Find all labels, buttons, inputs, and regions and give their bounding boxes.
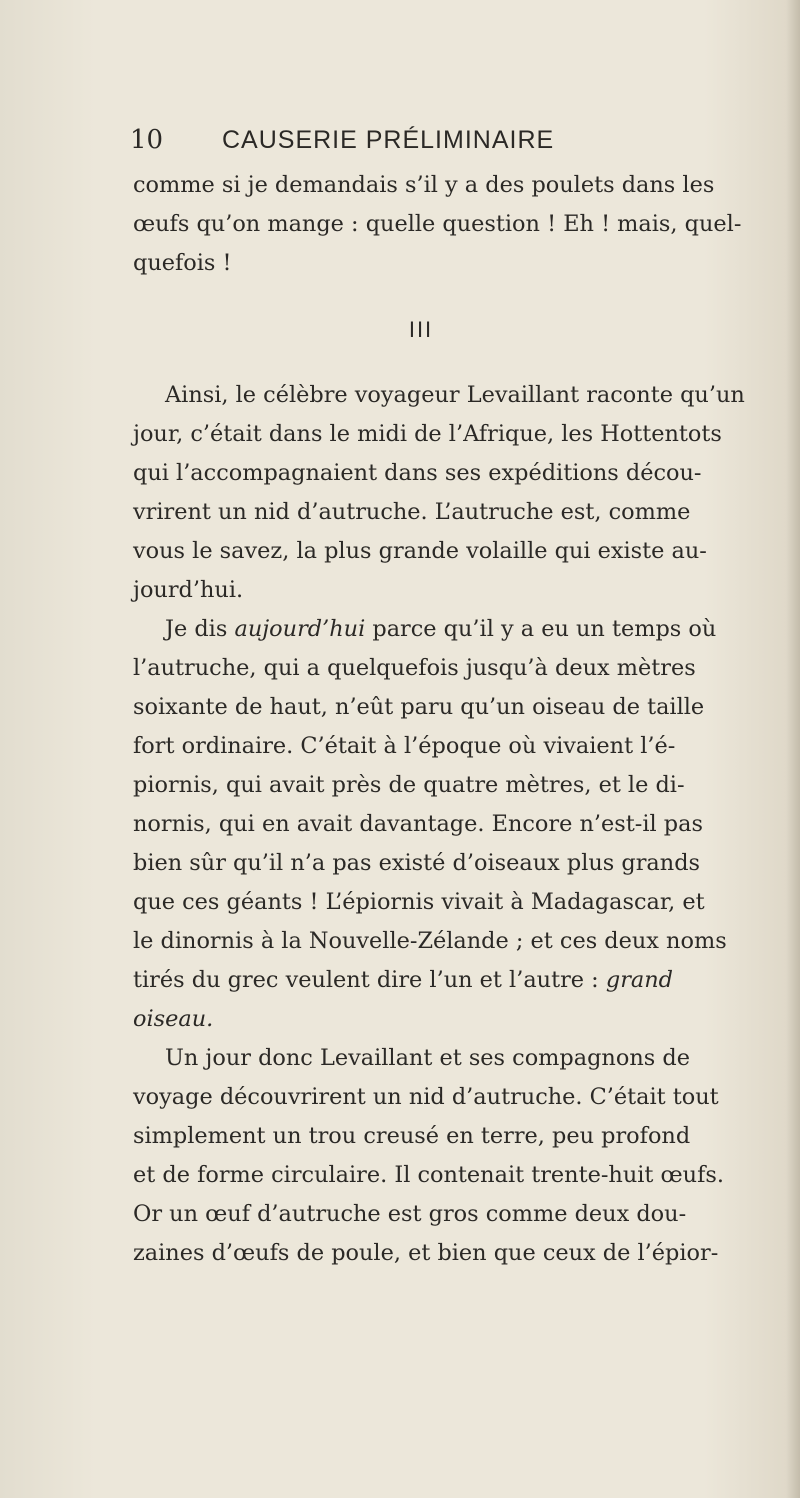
text-line: quefois ! [133, 250, 232, 276]
text-line: bien sûr qu’il n’a pas existé d’oiseaux plus grands [133, 850, 701, 876]
text-line: jour, c’était dans le midi de l’Afrique, les Hottentots [133, 421, 722, 447]
text-fragment: tirés du grec veulent dire l’un et l’autre : [133, 967, 599, 993]
text-line: l’autruche, qui a quelquefois jusqu’à deux mètres [133, 655, 696, 681]
text-line: jourd’hui. [133, 577, 244, 603]
text-fragment: parce qu’il y a eu un temps où [372, 616, 717, 642]
text-fragment: Je dis [165, 616, 228, 642]
text-line: piornis, qui avait près de quatre mètres, et le di- [133, 772, 685, 798]
text-line [133, 961, 673, 1000]
text-line: que ces géants ! L’épiornis vivait à Madagascar, et [133, 889, 705, 915]
text-line: qui l’accompagnaient dans ses expéditions décou- [133, 460, 702, 486]
page-header [0, 120, 800, 160]
text-line: fort ordinaire. C’était à l’époque où vivaient l’é- [133, 733, 676, 759]
emphasis-text: grand [605, 967, 673, 993]
text-line: simplement un trou creusé en terre, peu profond [133, 1123, 691, 1149]
text-line: zaines d’œufs de poule, et bien que ceux de l’épior- [133, 1240, 719, 1266]
body-text [133, 166, 745, 1273]
text-line: et de forme circulaire. Il contenait trente-huit œufs. [133, 1162, 724, 1188]
text-line: soixante de haut, n’eût paru qu’un oiseau de taille [133, 694, 705, 720]
text-line: œufs qu’on mange : quelle question ! Eh ! mais, quel- [133, 211, 742, 237]
text-line: Or un œuf d’autruche est gros comme deux dou- [133, 1201, 687, 1227]
text-line: nornis, qui en avait davantage. Encore n’est-il pas [133, 811, 703, 837]
text-line: Un jour donc Levaillant et ses compagnons de [165, 1045, 690, 1071]
text-line [133, 610, 717, 649]
page-edge-shadow [786, 0, 800, 1498]
running-head: CAUSERIE PRÉLIMINAIRE [222, 126, 555, 154]
text-line: vous le savez, la plus grande volaille qui existe au- [133, 538, 707, 564]
text-line: comme si je demandais s’il y a des poulets dans les [133, 172, 715, 198]
emphasis-line: oiseau. [133, 1006, 214, 1032]
text-line: vrirent un nid d’autruche. L’autruche est, comme [133, 499, 691, 525]
page-number: 10 [130, 125, 164, 155]
text-line: voyage découvrirent un nid d’autruche. C’était tout [133, 1084, 719, 1110]
section-number: III [408, 317, 434, 342]
text-line: Ainsi, le célèbre voyageur Levaillant raconte qu’un [165, 382, 745, 408]
emphasis-text: aujourd’hui [234, 616, 366, 642]
text-line: le dinornis à la Nouvelle-Zélande ; et ces deux noms [133, 928, 727, 954]
